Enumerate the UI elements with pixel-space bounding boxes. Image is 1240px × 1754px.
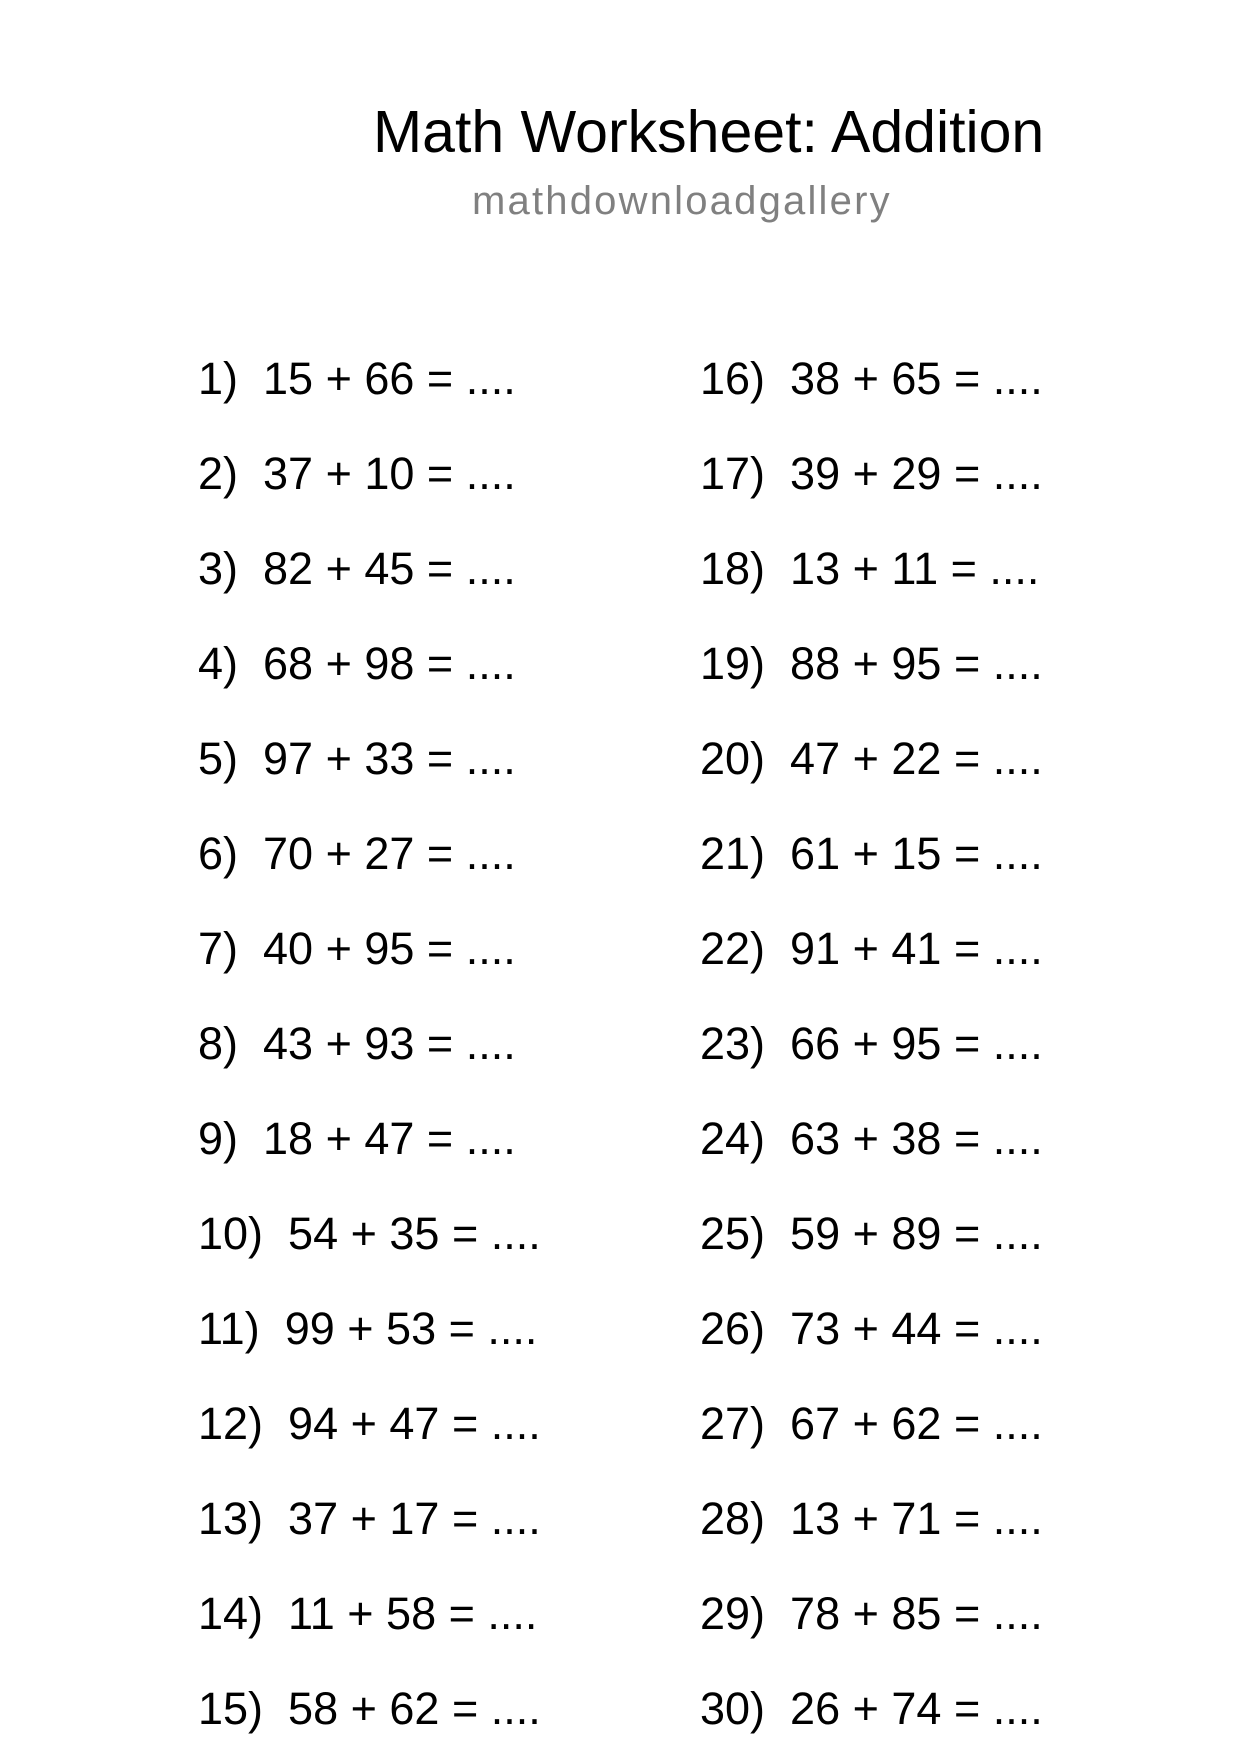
problem-item: 4) 68 + 98 = .... [198, 638, 516, 689]
problem-item: 18) 13 + 11 = .... [700, 543, 1040, 594]
problem-item: 8) 43 + 93 = .... [198, 1018, 516, 1069]
page-title: Math Worksheet: Addition [373, 99, 1045, 165]
problem-item: 6) 70 + 27 = .... [198, 828, 516, 879]
problem-item: 9) 18 + 47 = .... [198, 1113, 516, 1164]
problem-item: 26) 73 + 44 = .... [700, 1303, 1043, 1354]
problem-item: 12) 94 + 47 = .... [198, 1398, 541, 1449]
problem-item: 19) 88 + 95 = .... [700, 638, 1043, 689]
problem-item: 5) 97 + 33 = .... [198, 733, 516, 784]
problem-item: 23) 66 + 95 = .... [700, 1018, 1043, 1069]
problem-item: 21) 61 + 15 = .... [700, 828, 1043, 879]
problem-item: 11) 99 + 53 = .... [198, 1303, 538, 1354]
problem-item: 22) 91 + 41 = .... [700, 923, 1043, 974]
problem-item: 28) 13 + 71 = .... [700, 1493, 1043, 1544]
problem-item: 25) 59 + 89 = .... [700, 1208, 1043, 1259]
problem-item: 14) 11 + 58 = .... [198, 1588, 538, 1639]
page-subtitle: mathdownloadgallery [472, 179, 892, 223]
problem-item: 15) 58 + 62 = .... [198, 1683, 541, 1734]
problem-item: 16) 38 + 65 = .... [700, 353, 1043, 404]
problem-item: 17) 39 + 29 = .... [700, 448, 1043, 499]
problem-item: 24) 63 + 38 = .... [700, 1113, 1043, 1164]
problem-item: 30) 26 + 74 = .... [700, 1683, 1043, 1734]
problem-item: 29) 78 + 85 = .... [700, 1588, 1043, 1639]
problem-item: 10) 54 + 35 = .... [198, 1208, 541, 1259]
problem-item: 3) 82 + 45 = .... [198, 543, 516, 594]
problem-item: 2) 37 + 10 = .... [198, 448, 516, 499]
problem-item: 7) 40 + 95 = .... [198, 923, 516, 974]
problem-item: 20) 47 + 22 = .... [700, 733, 1043, 784]
problem-item: 27) 67 + 62 = .... [700, 1398, 1043, 1449]
problem-item: 1) 15 + 66 = .... [198, 353, 516, 404]
problem-item: 13) 37 + 17 = .... [198, 1493, 541, 1544]
